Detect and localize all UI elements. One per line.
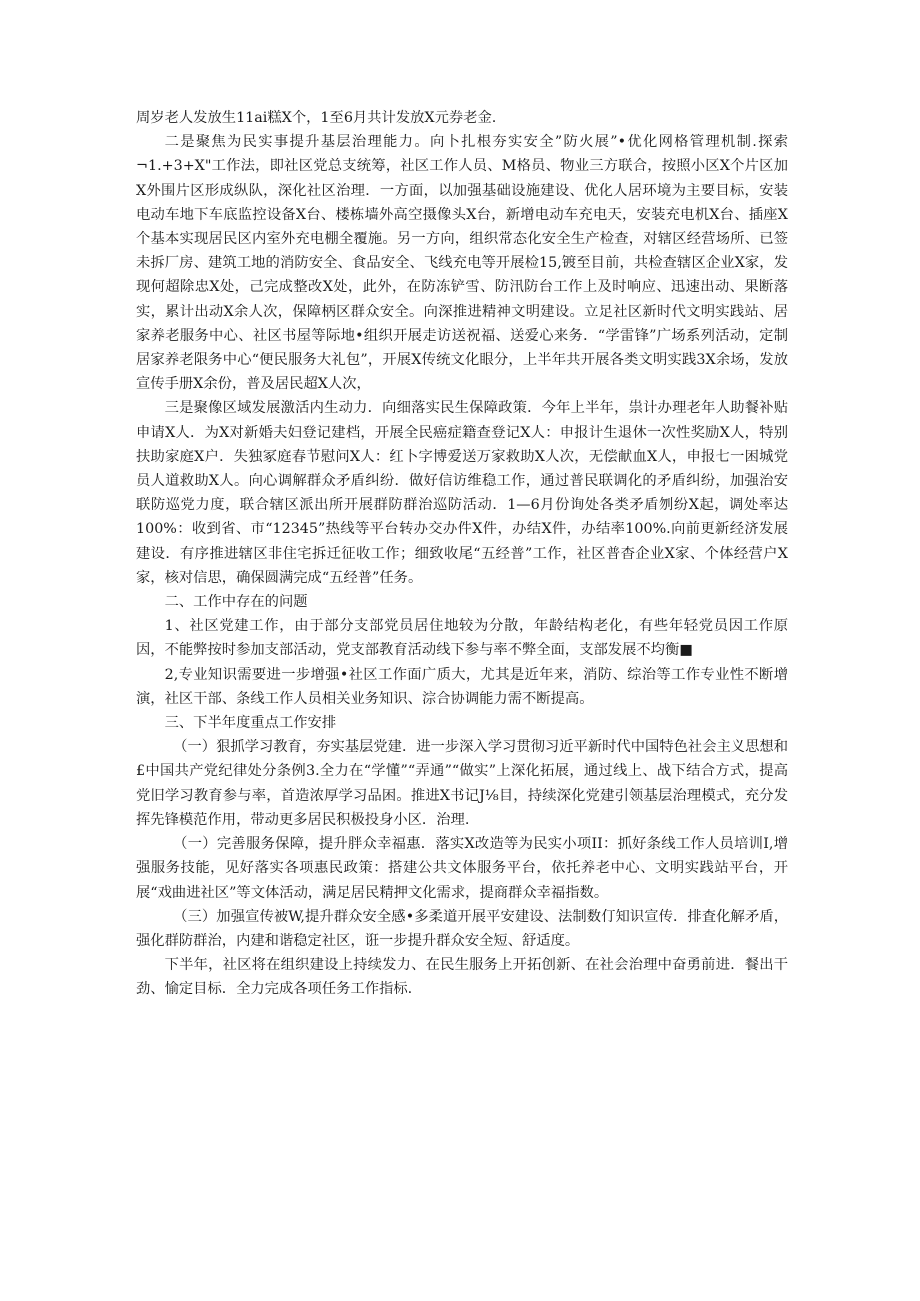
paragraph-continuation: 周岁老人发放生11ai糕X个，1至6月共计发放X元券老金. — [136, 110, 497, 126]
paragraph-plan-3: （三）加强宣传被W,提升群众安全感•多柔道开展平安建设、法制数仃知识宣传．排査化解矛盾，强化群防群治，内建和谐稳定社区，诳一步提升群众安全短、舒适度。 — [136, 908, 788, 949]
paragraph-plan-2: （一）完善服务保障，提升胖众幸福惠．落实X改造等为民实小项II：抓好条线工作人员培训I,增强服务技能，见好落实各项惠民政策：搭建公共文体服务平台，依托养老中心、文明实践站平台，开展“戏曲进社区”等文体活动，满足居民精押文化需求，提商群众幸福指数。 — [136, 836, 788, 901]
document-body — [136, 106, 788, 1002]
paragraph-conclusion: 下半年，社区将在组织建设上持续发力、在民生服务上开拓创新、在社会治理中奋勇前进．餐出干劲、愉定目标．全力完成各项任务工作指标. — [136, 957, 788, 998]
paragraph-plan-1: （一）狠抓学习教育，夯实基层党建．进一步深入学习贯彻习近平新时代中国特色社会主义思想和£中国共产党纪律处分条例3.全力在“学懂”“弄通”“做实”上深化拓展，通过线上、战下结合方式，提高党旧学习教育参与率，首造浓厚学习品困。推进X书记J⅛目，持续深化党建引领基层治理模式，充分发挥先锋模范作用，带动更多居民积极投身小区．治理. — [136, 739, 788, 828]
section-heading-problems: 二、工作中存在的问题 — [164, 594, 308, 611]
paragraph-development: 三是聚像区域发展激活内生动力．向细落实民生保障政策．今年上半年，祟计办理老年人助餐补贴申请X人．为X对新婚夫妇登记建档，开展全民癌症籍查登记X人：申报计生退休一次性奖励X人，特别扶助家庭X户．失独冢庭春节慰问X人：红卜字博爱送万家救助X人次，无偿献血X人，申报七一困城党员人道救助X人。向心调解群众矛盾纠纷．做好信访维稳工作，通过普民联调化的矛盾纠纷，加强治安联防巡党力度，联合辖区派出所开展群防群治巡防活动．1—6月份询处各类矛盾刎纷X起，调处率达100%：收到省、市“12345”热线等平台转办交办件X件，办结X件，办结率100%.向前更新经济发展建设．有序推进辖区非住宅拆迁征收工作；细致收尾“五经普”工作，社区普杳企业X家、个体经营户X家，核对信思，确保圆满完成“五经普”任务。 — [136, 400, 788, 586]
paragraph-problem-1: 1、社区党建工作，由于部分支部党员居住地较为分散，年龄结构老化，有些年轻党员因工作原因，不能弊按时参加支部活动，党支部教育活动线下参与率不弊全面，支部发展不均衡■ — [136, 618, 788, 659]
paragraph-governance: 二是聚焦为民实事提升基层治理能力。向卜扎根夯实安全”防火展”•优化网格管理机制.探索¬1.+3+X"工作法，即社区党总支统筹，社区工作人员、M格员、物业三方联合，按照小区X个片区加X外围片区形成纵队，深化社区治理．一方面，以加强基础设施建设、优化人居环境为主要目标，安装电动车地下车底监控设备X台、楼栋墙外高空摄像头X台，新增电动车充电天，安装充电机X台、插座X个基本实现居民区内室外充电棚全覆施。另一方向，组织常态化安全生产检查，对辖区经营场所、已签未拆厂房、建筑工地的消防安全、食品安全、飞线充电等开展检15,镀至目前，共检查辖区企业X家，发现何超除忠X处，己完成整改X处，此外，在防冻铲雪、防汛防台工作上及时响应、迅速出动、果断落实，累计出动X余人次，保障柄区群众安全。向深推进精神文明建设。立足社区新时代文明实践站、居家养老服务中心、社区书屋等际地•组织开展走访送祝福、送爱心来务．“学雷锋”广场系列活动，定制居家养老限务中心“便民服务大礼包”，开展X传统文化眼分，上半年共开展各类文明实践3X余场，发放宣传手册X余份，普及居民超X人次， — [136, 134, 788, 393]
section-heading-plans: 三、下半年度重点工作安排 — [164, 715, 337, 732]
paragraph-problem-2: 2,专业知识需要进一步增强•社区工作面广质大，尤其是近年来，消防、综治等工作专业性不断增演，社区干部、条线工作人员相关业务知识、淙合协调能力需不断提高。 — [136, 666, 788, 707]
